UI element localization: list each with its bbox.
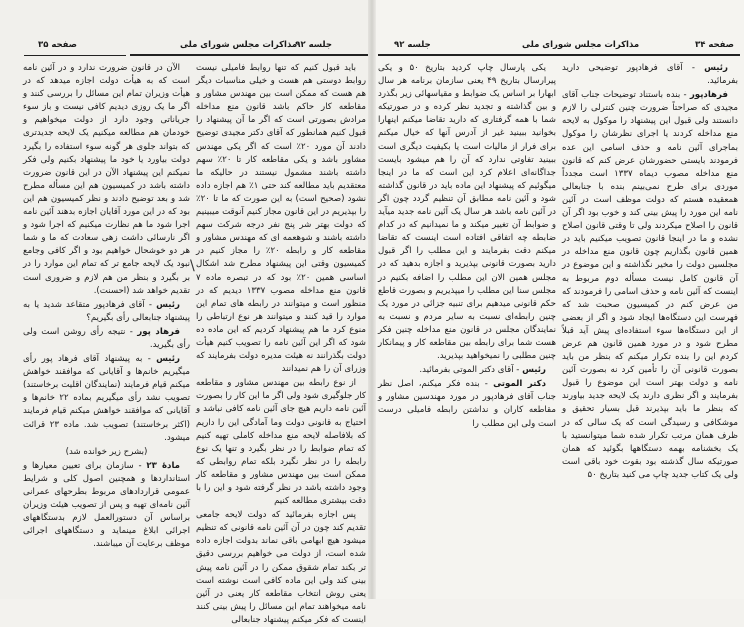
header-rule [378, 54, 740, 56]
speaker-name: رئیس [704, 63, 728, 73]
text-column-right [562, 62, 738, 594]
publication-title: مذاکرات مجلس شورای ملی [522, 40, 640, 50]
right-page [372, 0, 744, 599]
paragraph-text: باید قبول کنیم که تنها روابط فامیلی نیست روابط دوستی هم هست و خیلی مناسبات دیگر هم هست که ممکن است بین مهندس مشاور و مقاطعه کار حاکم باشد قانون منع مداخله مرادش بصورتی است که اگر ما آن پیشنهاد را قبول کنیم همانطور که آقای دکتر مجیدی توضیح دادند آن مورد ۲۰٪ است که اگر یکی مهندس مشاور باشد و یکی مقاطعه کار تا ۲۰٪ سهم داشته باشند مشمول نیستند در حالیکه ما معتقدیم باید مطالعه کند حتی ۱٪ هم اجازه داده نشود (صحیح است) به این صورت که ما تا ۲۰٪ را بپذیریم در این قانون مجاز کنیم آنوقت میبینیم که دولت بهتر شر پنج نفر درجه شرکت سهم داشته باشند و شوهعمه ای که مهندس مشاور و مقاطعه کار و رابطه ۲۰٪ را مجاز کنیم در کمیسیون وقتی این پیشنهاد مطرح شد اشکال اساسی همین ۲۰٪ بود که در تبصره ماده ۷ قانون منع مداخله مصوب ۱۳۳۷ دیدیم که در منظور است و میتوانند در رابطه های تمام این موارد را قید کنند و میتوانند هر نوع ارتباطی را منوع کرد ما هم پیشنهاد کردیم که این ماده ده شود که اگر این آئین نامه را تصویب کنیم هیأت دولت بگذرانند نه هیئت مدیره دولت بفرمایند که وزرای آن را هم نمیدانند [196, 63, 367, 375]
speaker-name: رئیس [156, 299, 180, 310]
speaker-paragraph [378, 364, 556, 377]
text-column-right [196, 62, 367, 625]
text-column-left [378, 62, 556, 548]
paragraph-text: - آقای فرهادپور متقاعد شدید یا به پیشنهاد جنابعالی رأی بگیریم؟ [23, 299, 190, 323]
header-rule [24, 55, 126, 56]
paragraph-text: - سازمان برای تعیین معیارها و استانداردها و همچنین اصول کلی و شرایط عمومی قراردادهای مربوط بطرحهای عمرانی آئین نامه‌ای تهیه و پس از تصویب هیئت وزیران براساس آن دستورالعمل لازم بدستگاههای اجرائی ابلاغ مینماید و دستگاههای اجرائی موظف برعایت آن میباشند. [23, 460, 190, 550]
speaker-name: فرهاد پور [137, 326, 180, 337]
paragraph-text: - به پیشنهاد آقای فرهاد پور رأی میگیریم خانم‌ها و آقایانی که موافقند خواهش میکنم قیام فرمایند (نمایندگان اقلیت برخاستند) تصویب نشد رأی میگیریم بماده ۲۲ خانم‌ها و آقایانی که موافقند خواهش میکنم قیام فرمایند (اکثر برخاستند) تصویب شد. ماده ۲۳ قرائت میشود. [23, 354, 190, 443]
header-rule [130, 54, 370, 56]
book-gutter [368, 0, 376, 599]
paragraph-text: الآن در قانون ضرورت ندارد و در آئین نامه است که به هیأت دولت اجازه میدهد که در هیأت وزیران تمام این مسائل را بررسی کنند و اگر ما یک روزی دیدیم کافی نیست و باز سوء جریاناتی وجود دارد از دولت میخواهیم و خودمان هم مطالعه میکنیم یک لایحه جدیدتری که بتواند جلوی هر گونه سوء استفاده را بگیرد دولت بیاورد یا خود ما پیشنهاد بکنیم ولی فکر نمیکنم این پیشنهاد الآن در این قانون ضرورت داشته باشد در کمیسیون هم این مسأله مطرح شد و بعد توضیح دادند و نظر کمیسیون هم این بود که در این مورد آقایان اجازه بدهند آئین نامه اجرا شود ما هم نظارت میکنیم که اجرا شود و اگر نارسائی داشت زهی سعادت که ما و شما هر دو خوشحال خواهیم بود و اگر کافی وجامع نبود یک لایحه جامع تر که تمام این موارد را در بر بگیرد و بنظر من هم لازم و ضروری است تقدیم خواهد شد (احسنت). [23, 63, 190, 296]
speaker-paragraph [23, 326, 190, 352]
paragraph-text: - نتیجه رأی روشن است ولی رأی بگیرید. [23, 326, 190, 350]
paragraph [196, 509, 366, 627]
note-line [23, 446, 190, 459]
paragraph [196, 377, 366, 508]
text-column-left [23, 62, 190, 562]
page-number: صفحه ۳۵ [38, 40, 77, 50]
session-number: جلسه ۹۲ [295, 40, 332, 50]
speaker-paragraph [23, 299, 190, 325]
paragraph-text: - آقای فرهادپور توضیحی دارید بفرمائید. [562, 63, 738, 87]
speaker-name: رئیس [156, 354, 180, 365]
paragraph [378, 62, 556, 363]
speaker-paragraph [23, 353, 190, 445]
paragraph-text: - بنده فکر میکنم، اصل نظر جناب آقای فرهادپور در مورد مهندسین مشاور و مقاطعه کاران و نداشتن رابطه فامیلی درست است ولی این مطلب را [378, 379, 556, 429]
publication-title: مذاکرات مجلس شورای ملی [180, 40, 298, 50]
session-number: جلسه ۹۲ [394, 40, 431, 50]
speaker-paragraph [23, 460, 190, 552]
speaker-paragraph [562, 89, 738, 482]
paragraph-text: از نوع رابطه بین مهندس مشاور و مقاطعه کار جلوگیری شود ولی اگر ما این کار را بصورت آئین نامه داریم هیچ جای آئین نامه کافی نباشد و احتیاج به قانونی دولت وما آمادگی این را داریم که بلافاصله لایحه منع مداخله کاملی تهیه کنیم که تمام ضوابط را در نظر بگیرد و تنها یک نوع رابطه را در نظر نگیرد بلکه تمام روابطی که ممکن است بین مهندس مشاور و مقاطعه کار وجود داشته باشد در نظر گرفته شود و این را با دقت بیشتری مطالعه کنیم [196, 378, 366, 507]
paragraph-text: (بشرح زیر خوانده شد) [65, 446, 148, 457]
speaker-paragraph [562, 62, 738, 88]
speaker-paragraph [378, 378, 556, 430]
speaker-name: فرهادپور [689, 90, 728, 101]
paragraph-text: - آقای دکتر الموتی بفرمائید. [419, 365, 523, 376]
paragraph-text: یکی پارسال چاپ کردید بتاریخ ۵۰ و یکی پیرارسال بتاریخ ۴۹ یعنی سازمان برنامه هر سال ابهارا بر اساس یک ضوابط و مقیاسهائی زیر بگذرد و بین گذاشته و تجدید نظر کرده و در صورتیکه شما با همه گرفتاری که دارید تقاضا میکنم اینهارا بخوانید ببینید غیر از آدرس آنها که خیال میکنم برای فرار از مالیات است یا بکیفیت دیگری است ببینید تفاوتی ندارد که آن را هم میشود بایست جداگانه‌ای اعلام کرد این است که ما در اینجا میگوئیم که پیشنهاد این ماده باید در قانون گذاشته شود و آئین نامه مطابق آن تنظیم گردد چون اگر در آئین نامه باشد هر سال یک آئین نامه جدید میآید و ضوابط آن تغییر میکند و ما نمیدانیم که در کدام ضابطه چه اتفاقی افتاده است اینست که تقاضا میکنم دقت بفرمایند و این مطلب را اگر قبول دارید بصورت قانونی بپذیرید و اجازه بدهید که در مجلس همین الان این مطلب را اضافه بکنیم در مجلس سنا این مطلب را میپذیریم و بصورت قاطع حکم قانونی میدهیم برای تنبیه جزائی در مورد یک چنین رابطه‌ای نسبت به سایر مردم و نسبت به نمایندگان مجلس در قانون منع مداخله چنین فکر هست شما برای رابطه بین مقاطعه کار و پیمانکار چنین مطلبی را نمیخواهید بپذیرید. [378, 63, 556, 362]
speaker-name: مادهٔ ۲۳ [146, 460, 180, 471]
paragraph [23, 62, 190, 298]
paragraph-text: - بنده باستناد توضیحات جناب آقای مجیدی که صراحتاً ضرورت چنین کنترلی را لازم دانستند ولی قبول این پیشنهاد را موکول به لایحه منع مداخله کردند یا اجرای نظرشان را موکول بماجرای آئین نامه و حذف اسامی این عده فرمودند بایستی حضورشان عرض کنم که قانون منع مداخله مصوب دیماه ۱۳۳۷ است مجدداً موردی برای طرح نمی‌بینم بنده با جنابعالی همعقیده هستم که دولت موظف است در آئین نامه این مورد را پیش بینی کند و خوب بود اگر آن قانون را اصلاح میکردند ولی تا وقتی قانون اصلاح نشده و ما در اینجا قانون تصویب میکنیم باید در همین قانون بگذاریم چون قانون منع مداخله در مجلسین دولت را مخیر نگذاشته و این موضوع در آن قانون کامل نیست مسأله دوم مربوط به اینست که آئین نامه و حذف اسامی را فرمودند که من عرض کنم در کمیسیون صحبت شد که فهرست این دستگاه‌ها ایجاد شود و اگر از بعضی از این دستگاه‌ها سوء استفاده‌ای پیش آید قبلاً مطرح شود و در مورد همین قانون هم عرض کردم این را بنده تکرار میکنم که بنظر من باید بصورت قانونی آن را تأمین کرد نه بصورت آئین نامه و دولت بهتر است این موضوع را قبول بفرمایند و اگر نظری دارند یک لایحه جدید بیاورند که بنظر ما باید بپذیرند قبل بسیار تحقیق و موشکافی و رسیدگی است که یک سالی که در ظرف همان مرتب تکرار شده شما میتوانستید با یک بخشنامه بهمه دستگاهها بگوئید که همان صورتیکه سال گذشته بود بقوت خود باقی است ولی یک کتاب جدید چاپ می کنید بتاریخ ۵۰ [562, 90, 738, 480]
page-number: صفحه ۳۴ [695, 40, 734, 50]
speaker-name: دکتر الموتی [493, 379, 546, 390]
paragraph [196, 62, 366, 376]
speaker-name: رئیس [522, 365, 546, 376]
paragraph-text: پس اجازه بفرمائید که دولت لایحه جامعی تقدیم کند چون در آن آئین نامه قانونی که تنظیم میشود هیچ ابهامی باقی نماند بدولت اجازه داده شده است، از دولت می خواهیم بررسی دقیق تر بکند تمام شقوق ممکن را در آئین نامه پیش بینی کند ولی این ماده کافی است نوشته است یعنی روش انتخاب مقاطعه کار یعنی در آئین نامه میخواهند تمام این مسائل را پیش بینی کنند اینست که فکر میکنم پیشنهاد جنابعالی [196, 510, 366, 625]
margin-mark: \ [190, 258, 195, 274]
left-page [0, 0, 372, 625]
